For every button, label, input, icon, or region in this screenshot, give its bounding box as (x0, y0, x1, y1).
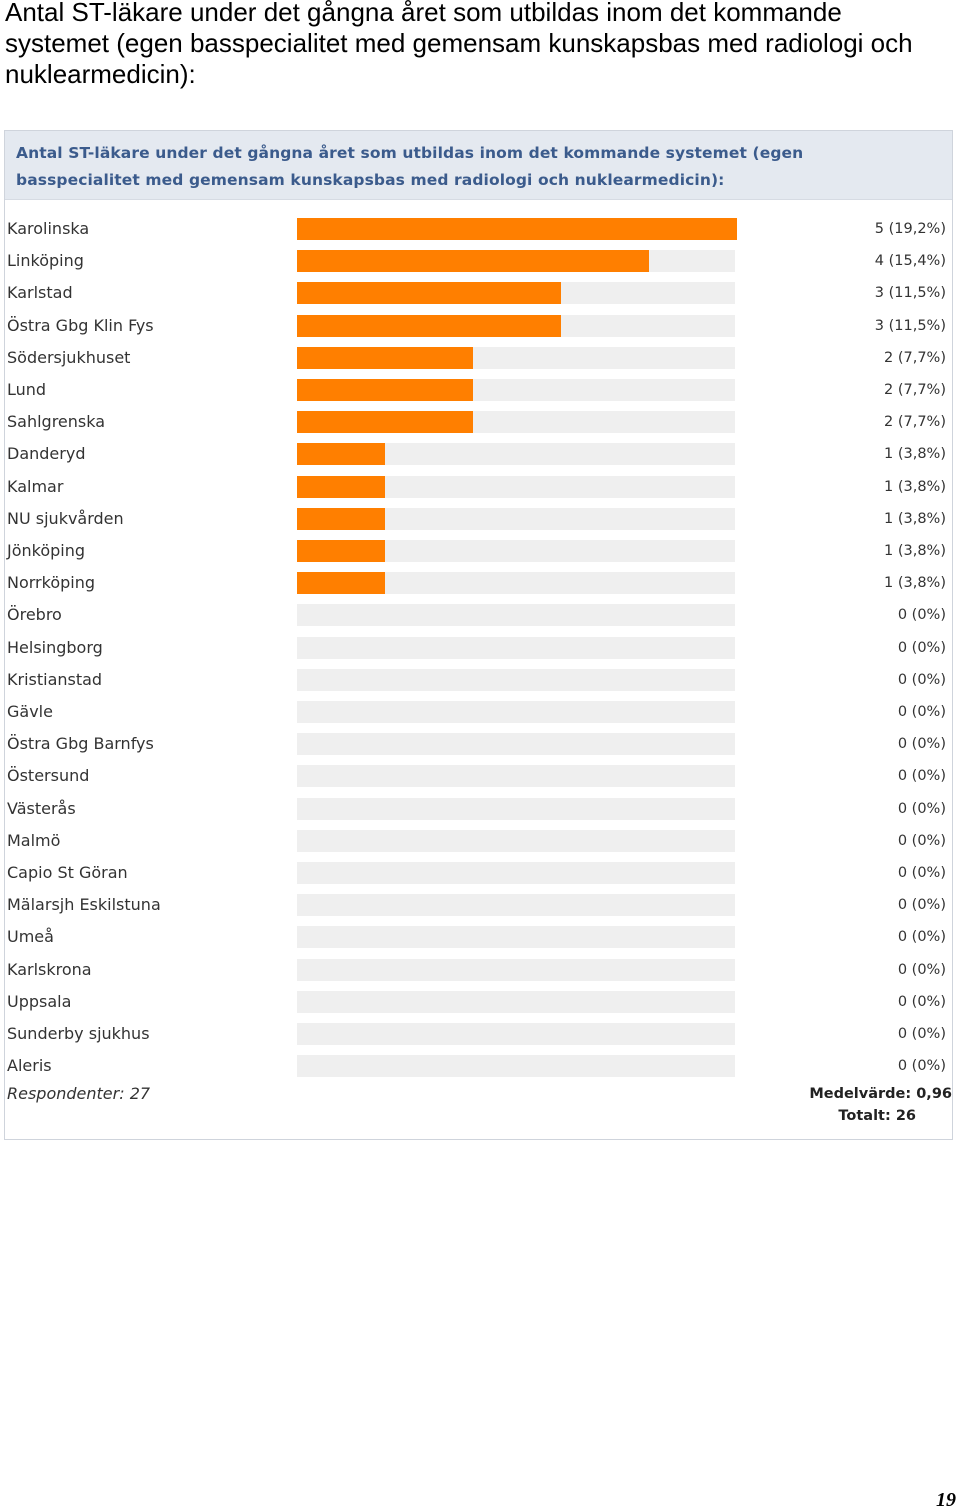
survey-result-panel (4, 130, 953, 1140)
bar (297, 347, 473, 369)
bar-row (5, 603, 952, 627)
bar-track (297, 765, 735, 787)
category-label: Gävle (7, 702, 53, 721)
bar (297, 476, 385, 498)
bar-row (5, 925, 952, 949)
bar (297, 540, 385, 562)
value-label: 0 (0%) (897, 929, 946, 946)
bar (297, 508, 385, 530)
category-label: Malmö (7, 830, 61, 850)
bar-track (297, 572, 735, 594)
bar-row (5, 571, 952, 595)
bar-row (5, 249, 952, 273)
bar-track (297, 315, 735, 337)
panel-title: Antal ST-läkare under det gångna året som utbildas inom det kommande systemet (egen basspecialitet med gemensam kunskapsbas med radiologi och nuklearmedicin): (16, 144, 804, 189)
bar-row (5, 990, 952, 1014)
bar-track (297, 379, 735, 401)
bar-track (297, 508, 735, 530)
bar-track (297, 250, 735, 272)
bar-track (297, 959, 735, 981)
bar (297, 411, 473, 433)
bar-row (5, 1054, 952, 1078)
bar-row (5, 539, 952, 563)
bar (297, 572, 385, 594)
value-label: 1 (3,8%) (884, 446, 946, 463)
value-label: 1 (3,8%) (884, 575, 946, 592)
bar-track (297, 669, 735, 691)
value-label: 5 (19,2%) (874, 221, 946, 237)
category-label: Umeå (7, 927, 54, 947)
bar-row (5, 475, 952, 499)
bar-row (5, 732, 952, 756)
bar-track (297, 218, 735, 240)
value-label: 2 (7,7%) (884, 414, 946, 431)
category-label: Jönköping (7, 541, 86, 560)
bar-track (297, 411, 735, 433)
bar-row (5, 893, 952, 917)
bar-row (5, 797, 952, 821)
value-label: 0 (0%) (897, 897, 946, 914)
bar-row (5, 636, 952, 660)
bar-row (5, 378, 952, 402)
category-label: Karlskrona (7, 959, 92, 979)
category-label: Östra Gbg Barnfys (7, 734, 154, 754)
category-label: Örebro (7, 605, 62, 625)
category-label: Mälarsjh Eskilstuna (7, 895, 161, 915)
bar (297, 218, 737, 240)
category-label: Norrköping (7, 573, 96, 593)
bar-track (297, 1023, 735, 1045)
value-label: 3 (11,5%) (874, 285, 946, 302)
category-label: Danderyd (7, 444, 86, 464)
bar (297, 443, 385, 465)
bar-row (5, 507, 952, 531)
category-label: Västerås (7, 798, 76, 818)
bar (297, 379, 473, 401)
value-label: 2 (7,7%) (884, 382, 946, 398)
value-label: 1 (3,8%) (884, 510, 946, 527)
bar-track (297, 798, 735, 820)
category-label: Kalmar (7, 476, 64, 496)
category-label: Karlstad (7, 283, 73, 303)
bar-track (297, 991, 735, 1013)
bar-row (5, 281, 952, 305)
bar-track (297, 862, 735, 884)
value-label: 0 (0%) (897, 865, 946, 881)
value-label: 0 (0%) (897, 800, 946, 817)
value-label: 0 (0%) (897, 607, 946, 624)
bar-row (5, 217, 952, 241)
value-label: 0 (0%) (897, 961, 946, 978)
bar-row (5, 700, 952, 724)
document-heading: Antal ST-läkare under det gångna året som utbildas inom det kommande systemet (egen basspecialitet med gemensam kunskapsbas med radiologi och nuklearmedicin): (5, 0, 913, 89)
bar-track (297, 926, 735, 948)
value-label: 4 (15,4%) (874, 253, 946, 270)
bar-row (5, 764, 952, 788)
value-label: 0 (0%) (897, 1058, 946, 1075)
bar-track (297, 701, 735, 723)
bar-track (297, 604, 735, 626)
bar-track (297, 1055, 735, 1077)
value-label: 2 (7,7%) (884, 349, 946, 366)
value-label: 3 (11,5%) (874, 317, 946, 334)
category-label: Uppsala (7, 991, 72, 1011)
value-label: 0 (0%) (897, 832, 946, 849)
bar-row (5, 1022, 952, 1046)
category-label: Östra Gbg Klin Fys (7, 315, 154, 335)
bar-row (5, 314, 952, 338)
category-label: Aleris (7, 1056, 52, 1076)
respondents-count: Respondenter: 27 (7, 1084, 151, 1103)
category-label: Lund (7, 380, 47, 399)
bar (297, 315, 561, 337)
category-label: Sunderby sjukhus (7, 1024, 150, 1043)
total-value: Totalt: 26 (838, 1108, 916, 1124)
bar-track (297, 637, 735, 659)
mean-value: Medelvärde: 0,96 (809, 1086, 952, 1102)
category-label: Södersjukhuset (7, 347, 131, 367)
value-label: 1 (3,8%) (884, 543, 946, 559)
category-label: Karolinska (7, 219, 90, 238)
value-label: 0 (0%) (897, 1026, 946, 1042)
bar-track (297, 476, 735, 498)
value-label: 0 (0%) (897, 993, 946, 1010)
value-label: 0 (0%) (897, 671, 946, 688)
bar-row (5, 829, 952, 853)
category-label: Helsingborg (7, 637, 103, 657)
category-label: NU sjukvården (7, 508, 124, 528)
value-label: 0 (0%) (897, 704, 946, 720)
category-label: Linköping (7, 251, 84, 271)
bar-track (297, 282, 735, 304)
bar-track (297, 443, 735, 465)
category-label: Kristianstad (7, 669, 103, 689)
bar-track (297, 830, 735, 852)
bar-row (5, 346, 952, 370)
bar-row (5, 668, 952, 692)
bar-track (297, 733, 735, 755)
panel-header (5, 131, 952, 200)
bar-row (5, 442, 952, 466)
value-label: 0 (0%) (897, 639, 946, 656)
page-number: 19 (936, 1489, 956, 1511)
value-label: 1 (3,8%) (884, 478, 946, 495)
category-label: Östersund (7, 766, 90, 786)
bar-row (5, 861, 952, 885)
bar (297, 250, 649, 272)
value-label: 0 (0%) (897, 736, 946, 753)
bar-row (5, 410, 952, 434)
category-label: Capio St Göran (7, 863, 128, 882)
bar-track (297, 894, 735, 916)
bar-track (297, 347, 735, 369)
bar-row (5, 958, 952, 982)
category-label: Sahlgrenska (7, 412, 106, 432)
bar (297, 282, 561, 304)
value-label: 0 (0%) (897, 768, 946, 785)
bar-track (297, 540, 735, 562)
